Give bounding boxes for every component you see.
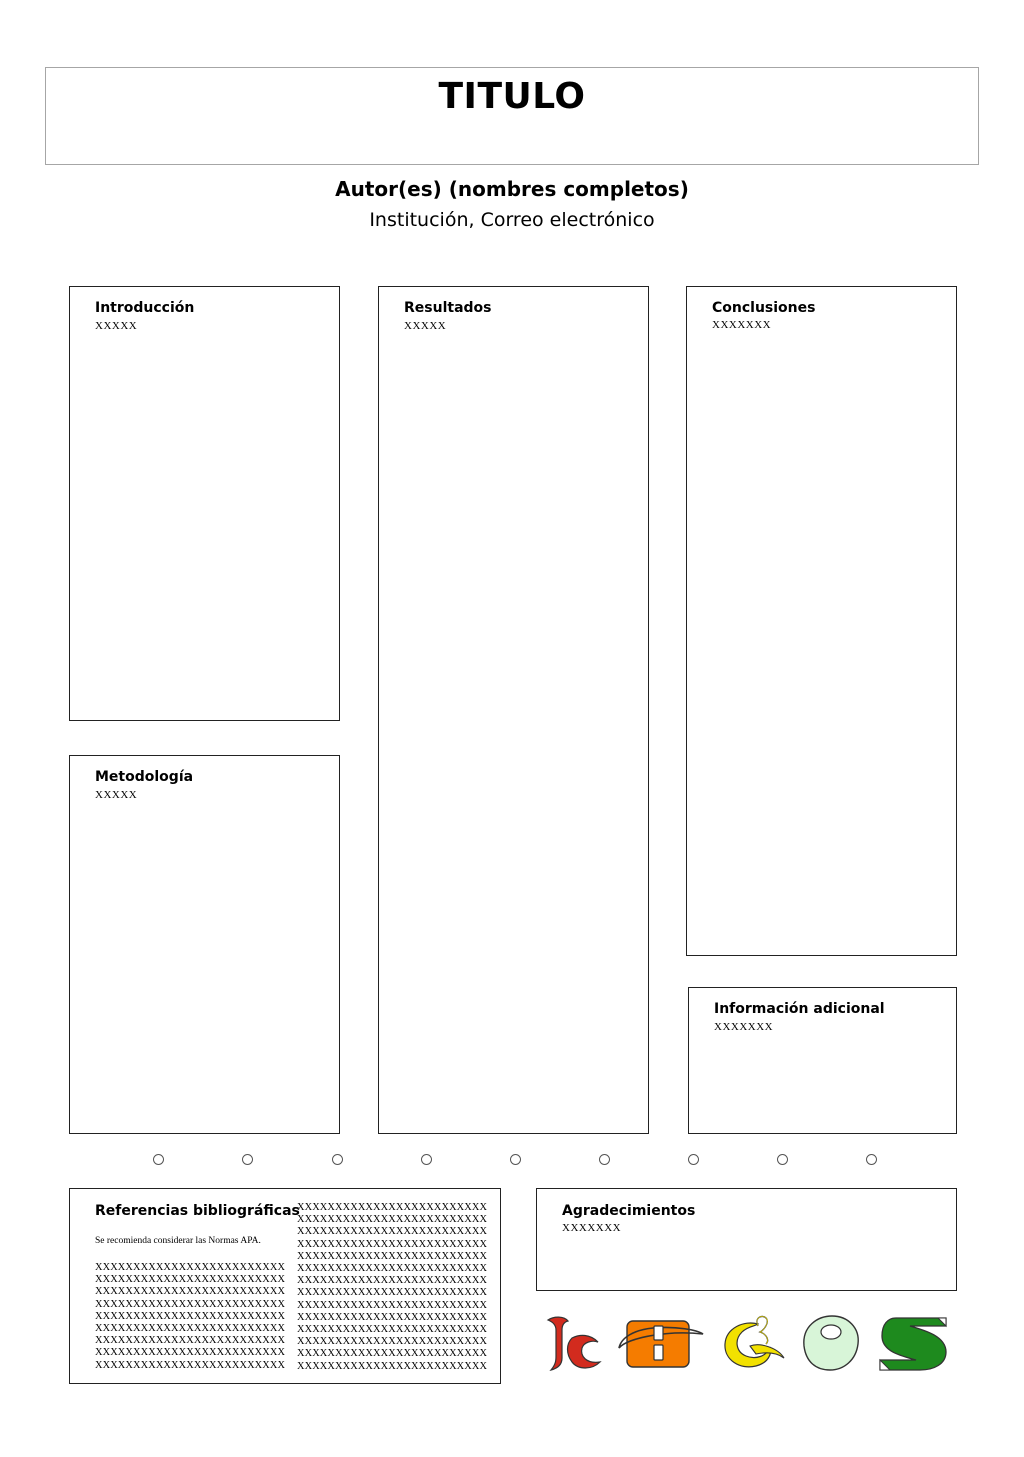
red-glyph-logo-icon xyxy=(542,1312,604,1374)
institution-line: Institución, Correo electrónico xyxy=(369,209,655,231)
section-body: XXXXXXX xyxy=(562,1222,622,1234)
separator-dot xyxy=(153,1154,164,1165)
separator-dot xyxy=(866,1154,877,1165)
separator-dot xyxy=(599,1154,610,1165)
reference-line: XXXXXXXXXXXXXXXXXXXXXXXXX xyxy=(297,1263,488,1275)
separator-dot xyxy=(242,1154,253,1165)
section-body: XXXXX xyxy=(404,320,447,332)
section-heading: Referencias bibliográficas xyxy=(95,1203,300,1219)
reference-line: XXXXXXXXXXXXXXXXXXXXXXXXX xyxy=(297,1275,488,1287)
section-heading: Conclusiones xyxy=(712,300,816,316)
separator-dot xyxy=(688,1154,699,1165)
references-left-column xyxy=(95,1262,285,1372)
title-box xyxy=(45,67,979,165)
reference-line: XXXXXXXXXXXXXXXXXXXXXXXXX xyxy=(297,1226,488,1238)
green-glyph-logo-icon xyxy=(876,1312,950,1374)
section-heading: Información adicional xyxy=(714,1001,885,1017)
reference-line: XXXXXXXXXXXXXXXXXXXXXXXXX xyxy=(297,1202,488,1213)
reference-line: XXXXXXXXXXXXXXXXXXXXXXXXX xyxy=(297,1324,488,1336)
section-body: XXXXX xyxy=(95,320,138,332)
reference-line: XXXXXXXXXXXXXXXXXXXXXXXXX xyxy=(95,1359,286,1371)
section-heading: Agradecimientos xyxy=(562,1203,696,1219)
section-body: XXXXXXX xyxy=(712,319,772,331)
orange-glyph-logo-icon xyxy=(617,1312,705,1374)
reference-line: XXXXXXXXXXXXXXXXXXXXXXXXX xyxy=(297,1299,488,1311)
section-body: XXXXXXX xyxy=(714,1021,774,1033)
reference-line: XXXXXXXXXXXXXXXXXXXXXXXXX xyxy=(95,1298,286,1310)
reference-line: XXXXXXXXXXXXXXXXXXXXXXXXX xyxy=(95,1286,286,1298)
reference-line: XXXXXXXXXXXXXXXXXXXXXXXXX xyxy=(297,1238,488,1250)
reference-line: XXXXXXXXXXXXXXXXXXXXXXXXX xyxy=(297,1360,488,1372)
reference-line: XXXXXXXXXXXXXXXXXXXXXXXXX xyxy=(95,1274,286,1286)
reference-line: XXXXXXXXXXXXXXXXXXXXXXXXX xyxy=(297,1311,488,1323)
reference-line: XXXXXXXXXXXXXXXXXXXXXXXXX xyxy=(297,1287,488,1299)
section-heading: Resultados xyxy=(404,300,492,316)
section-body: XXXXX xyxy=(95,789,138,801)
section-conclusiones xyxy=(686,286,957,956)
reference-line: XXXXXXXXXXXXXXXXXXXXXXXXX xyxy=(95,1262,286,1273)
authors-line: Autor(es) (nombres completos) xyxy=(335,177,689,201)
reference-line: XXXXXXXXXXXXXXXXXXXXXXXXX xyxy=(297,1336,488,1348)
section-referencias xyxy=(69,1188,501,1384)
separator-dot xyxy=(332,1154,343,1165)
separator-dot xyxy=(510,1154,521,1165)
reference-line: XXXXXXXXXXXXXXXXXXXXXXXXX xyxy=(297,1348,488,1360)
references-note: Se recomienda considerar las Normas APA. xyxy=(95,1236,261,1246)
section-informacion-adicional xyxy=(688,987,957,1134)
reference-line: XXXXXXXXXXXXXXXXXXXXXXXXX xyxy=(297,1214,488,1226)
reference-line: XXXXXXXXXXXXXXXXXXXXXXXXX xyxy=(95,1310,286,1322)
logo-strip xyxy=(540,1312,955,1376)
light-green-glyph-logo-icon xyxy=(798,1312,864,1374)
yellow-glyph-logo-icon xyxy=(720,1312,790,1374)
poster-title: TITULO xyxy=(438,76,586,117)
separator-dot xyxy=(777,1154,788,1165)
section-heading: Introducción xyxy=(95,300,195,316)
section-resultados xyxy=(378,286,649,1134)
references-right-column xyxy=(297,1202,487,1373)
section-introduccion xyxy=(69,286,340,721)
reference-line: XXXXXXXXXXXXXXXXXXXXXXXXX xyxy=(95,1347,286,1359)
separator-dot xyxy=(421,1154,432,1165)
reference-line: XXXXXXXXXXXXXXXXXXXXXXXXX xyxy=(95,1323,286,1335)
section-heading: Metodología xyxy=(95,769,194,785)
reference-line: XXXXXXXXXXXXXXXXXXXXXXXXX xyxy=(95,1335,286,1347)
section-metodologia xyxy=(69,755,340,1134)
section-agradecimientos xyxy=(536,1188,957,1291)
reference-line: XXXXXXXXXXXXXXXXXXXXXXXXX xyxy=(297,1250,488,1262)
